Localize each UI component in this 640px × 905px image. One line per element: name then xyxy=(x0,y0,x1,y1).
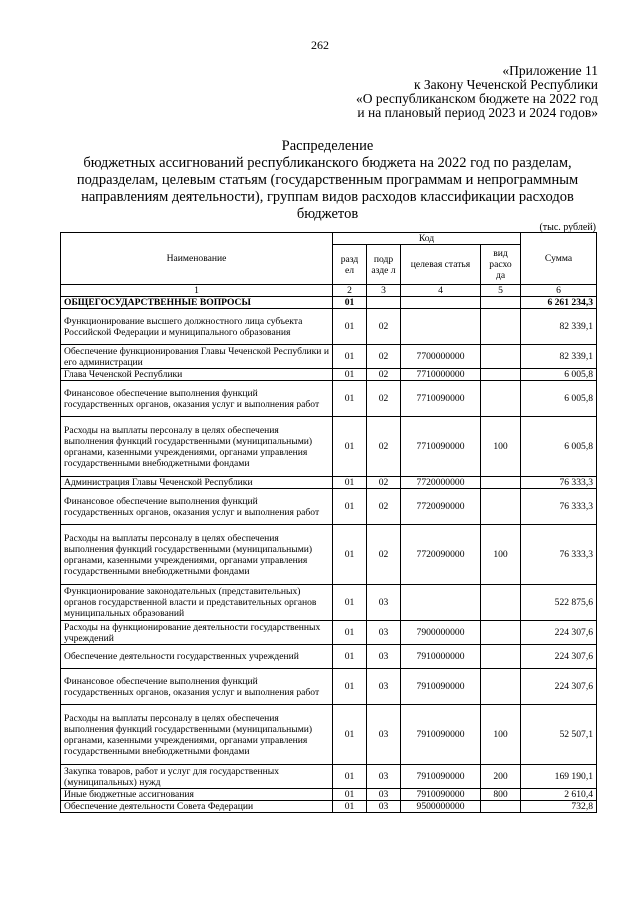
row-sum: 6 005,8 xyxy=(521,417,597,477)
header-name: Наименование xyxy=(61,233,333,285)
table-row xyxy=(61,489,597,525)
row-section: 01 xyxy=(333,309,367,345)
row-sum: 169 190,1 xyxy=(521,765,597,789)
row-section: 01 xyxy=(333,765,367,789)
row-name: Финансовое обеспечение выполнения функций государственных органов, оказания услуг и выполнения работ xyxy=(61,489,333,525)
row-target xyxy=(401,585,481,621)
row-sum: 224 307,6 xyxy=(521,621,597,645)
row-target: 7910090000 xyxy=(401,789,481,801)
row-sum: 52 507,1 xyxy=(521,705,597,765)
row-subsection: 02 xyxy=(367,369,401,381)
row-sum: 6 005,8 xyxy=(521,381,597,417)
row-target: 7900000000 xyxy=(401,621,481,645)
header-section: разд ел xyxy=(333,245,367,285)
row-target: 7710000000 xyxy=(401,369,481,381)
row-section: 01 xyxy=(333,525,367,585)
units-label: (тыс. рублей) xyxy=(539,222,596,233)
row-name: Расходы на функционирование деятельности государственных учреждений xyxy=(61,621,333,645)
row-sum: 76 333,3 xyxy=(521,489,597,525)
row-sum: 522 875,6 xyxy=(521,585,597,621)
row-section: 01 xyxy=(333,345,367,369)
row-section: 01 xyxy=(333,705,367,765)
row-sum: 2 610,4 xyxy=(521,789,597,801)
row-subsection: 03 xyxy=(367,621,401,645)
row-target: 7720090000 xyxy=(401,489,481,525)
row-section: 01 xyxy=(333,297,367,309)
row-subsection: 02 xyxy=(367,477,401,489)
row-target: 7720090000 xyxy=(401,525,481,585)
header-target: целевая статья xyxy=(401,245,481,285)
title-heading: Распределение xyxy=(281,138,374,154)
row-sum: 82 339,1 xyxy=(521,345,597,369)
row-type xyxy=(481,369,521,381)
row-subsection: 03 xyxy=(367,801,401,813)
row-name: Глава Чеченской Республики xyxy=(61,369,333,381)
document-title xyxy=(60,138,595,223)
row-section: 01 xyxy=(333,621,367,645)
row-type: 100 xyxy=(481,705,521,765)
row-type xyxy=(481,669,521,705)
column-number: 5 xyxy=(481,285,521,297)
column-numbers-row xyxy=(61,285,597,297)
row-subsection: 02 xyxy=(367,381,401,417)
title-subheading: бюджетных ассигнований республиканского бюджета на 2022 год по разделам, подразделам, целевым статьям (государственным программам и непрограммным направлениям деятельности), группам видов расходов классификации расходов бюджетов xyxy=(76,155,579,222)
row-section: 01 xyxy=(333,489,367,525)
row-type xyxy=(481,381,521,417)
row-type xyxy=(481,585,521,621)
row-target: 7710090000 xyxy=(401,381,481,417)
table-body xyxy=(61,285,597,813)
table-row xyxy=(61,345,597,369)
row-name: Иные бюджетные ассигнования xyxy=(61,789,333,801)
row-subsection: 03 xyxy=(367,645,401,669)
row-target: 7910090000 xyxy=(401,705,481,765)
table-row xyxy=(61,801,597,813)
row-sum: 76 333,3 xyxy=(521,477,597,489)
row-type: 200 xyxy=(481,765,521,789)
row-type xyxy=(481,489,521,525)
row-section: 01 xyxy=(333,645,367,669)
row-type: 800 xyxy=(481,789,521,801)
row-section: 01 xyxy=(333,669,367,705)
row-section: 01 xyxy=(333,789,367,801)
column-number: 1 xyxy=(61,285,333,297)
row-type: 100 xyxy=(481,417,521,477)
row-name: ОБЩЕГОСУДАРСТВЕННЫЕ ВОПРОСЫ xyxy=(61,297,333,309)
column-number: 2 xyxy=(333,285,367,297)
row-subsection: 03 xyxy=(367,669,401,705)
row-target: 7910090000 xyxy=(401,669,481,705)
table-row xyxy=(61,789,597,801)
row-subsection: 03 xyxy=(367,705,401,765)
row-sum: 224 307,6 xyxy=(521,645,597,669)
appendix-caption xyxy=(356,64,598,120)
row-name: Закупка товаров, работ и услуг для государственных (муниципальных) нужд xyxy=(61,765,333,789)
row-sum: 76 333,3 xyxy=(521,525,597,585)
row-type: 100 xyxy=(481,525,521,585)
row-section: 01 xyxy=(333,417,367,477)
row-name: Функционирование законодательных (представительных) органов государственной власти и представительных органов муниципальных образований xyxy=(61,585,333,621)
table-row xyxy=(61,525,597,585)
row-type xyxy=(481,297,521,309)
row-type xyxy=(481,477,521,489)
table-row xyxy=(61,585,597,621)
header-type: вид расхо да xyxy=(481,245,521,285)
appendix-line: «Приложение 11 xyxy=(502,63,598,78)
table-row xyxy=(61,705,597,765)
row-target: 7700000000 xyxy=(401,345,481,369)
column-number: 4 xyxy=(401,285,481,297)
row-subsection: 02 xyxy=(367,345,401,369)
row-name: Финансовое обеспечение выполнения функций государственных органов, оказания услуг и выполнения работ xyxy=(61,381,333,417)
row-name: Расходы на выплаты персоналу в целях обеспечения выполнения функций государственными (муниципальными) органами, казенными учреждениями, органами управления государственными внебюджетными фондами xyxy=(61,525,333,585)
row-sum: 6 005,8 xyxy=(521,369,597,381)
row-type xyxy=(481,645,521,669)
table-row xyxy=(61,765,597,789)
row-target: 7910000000 xyxy=(401,645,481,669)
row-name: Обеспечение функционирования Главы Чеченской Республики и его администрации xyxy=(61,345,333,369)
row-section: 01 xyxy=(333,801,367,813)
page-number: 262 xyxy=(311,38,329,52)
row-name: Финансовое обеспечение выполнения функций государственных органов, оказания услуг и выполнения работ xyxy=(61,669,333,705)
row-type xyxy=(481,309,521,345)
row-section: 01 xyxy=(333,477,367,489)
column-number: 6 xyxy=(521,285,597,297)
row-subsection: 02 xyxy=(367,417,401,477)
appendix-line: к Закону Чеченской Республики xyxy=(413,77,598,92)
row-name: Администрация Главы Чеченской Республики xyxy=(61,477,333,489)
row-sum: 732,8 xyxy=(521,801,597,813)
row-type xyxy=(481,801,521,813)
row-subsection xyxy=(367,297,401,309)
table-row xyxy=(61,477,597,489)
row-section: 01 xyxy=(333,381,367,417)
header-sum: Сумма xyxy=(521,233,597,285)
row-subsection: 03 xyxy=(367,789,401,801)
row-name: Обеспечение деятельности Совета Федерации xyxy=(61,801,333,813)
row-subsection: 02 xyxy=(367,489,401,525)
appendix-line: «О республиканском бюджете на 2022 год xyxy=(355,91,598,106)
row-target: 9500000000 xyxy=(401,801,481,813)
row-sum: 6 261 234,3 xyxy=(521,297,597,309)
row-name: Функционирование высшего должностного лица субъекта Российской Федерации и муниципального образования xyxy=(61,309,333,345)
header-code: Код xyxy=(333,233,521,245)
row-target: 7910090000 xyxy=(401,765,481,789)
header-subsection: подр азде л xyxy=(367,245,401,285)
row-section: 01 xyxy=(333,369,367,381)
table-row xyxy=(61,369,597,381)
budget-table xyxy=(60,232,597,813)
table-row xyxy=(61,645,597,669)
table-row xyxy=(61,669,597,705)
row-subsection: 03 xyxy=(367,765,401,789)
row-name: Расходы на выплаты персоналу в целях обеспечения выполнения функций государственными (муниципальными) органами, казенными учреждениями, органами управления государственными внебюджетными фондами xyxy=(61,417,333,477)
row-type xyxy=(481,345,521,369)
table-row xyxy=(61,381,597,417)
row-target: 7710090000 xyxy=(401,417,481,477)
row-target xyxy=(401,309,481,345)
table-row xyxy=(61,417,597,477)
row-section: 01 xyxy=(333,585,367,621)
appendix-line: и на плановый период 2023 и 2024 годов» xyxy=(357,105,598,120)
row-type xyxy=(481,621,521,645)
table-row xyxy=(61,621,597,645)
row-name: Расходы на выплаты персоналу в целях обеспечения выполнения функций государственными (муниципальными) органами, казенными учреждениями, органами управления государственными внебюджетными фондами xyxy=(61,705,333,765)
row-target: 7720000000 xyxy=(401,477,481,489)
row-subsection: 03 xyxy=(367,585,401,621)
table-row xyxy=(61,309,597,345)
row-name: Обеспечение деятельности государственных учреждений xyxy=(61,645,333,669)
table-row xyxy=(61,297,597,309)
column-number: 3 xyxy=(367,285,401,297)
row-subsection: 02 xyxy=(367,309,401,345)
row-subsection: 02 xyxy=(367,525,401,585)
row-sum: 82 339,1 xyxy=(521,309,597,345)
row-sum: 224 307,6 xyxy=(521,669,597,705)
row-target xyxy=(401,297,481,309)
